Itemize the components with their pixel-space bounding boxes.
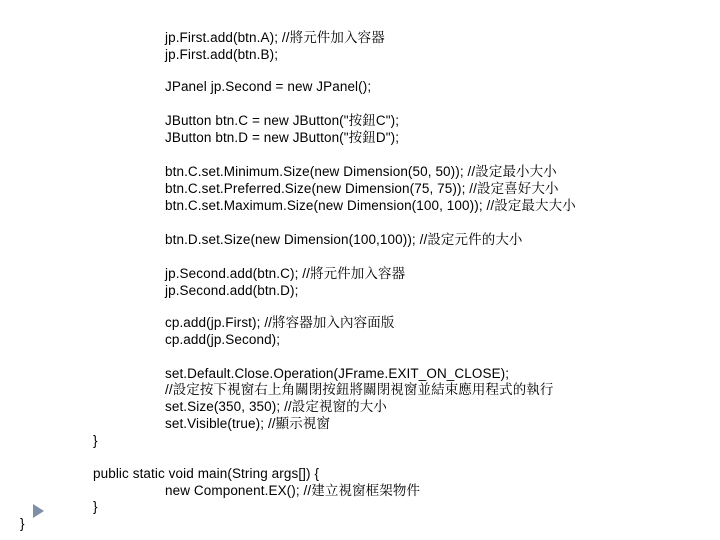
code-line: jp.Second.add(btn.D);	[165, 283, 299, 298]
code-line: jp.First.add(btn.B);	[165, 47, 279, 62]
code-line: cp.add(jp.First); //將容器加入內容面版	[165, 315, 395, 330]
code-line: public static void main(String args[]) {	[93, 466, 320, 481]
code-line: //設定按下視窗右上角關閉按鈕將關閉視窗並結束應用程式的執行	[165, 382, 554, 397]
code-line: JPanel jp.Second = new JPanel();	[165, 79, 372, 94]
closing-brace: }	[93, 433, 98, 448]
code-line: btn.C.set.Minimum.Size(new Dimension(50, 50)); //設定最小大小	[165, 164, 557, 179]
code-line: btn.C.set.Maximum.Size(new Dimension(100, 100)); //設定最大大小	[165, 198, 576, 213]
bullet-arrow-icon	[33, 504, 44, 518]
code-line: jp.First.add(btn.A); //將元件加入容器	[165, 30, 385, 45]
code-line: cp.add(jp.Second);	[165, 332, 281, 347]
closing-brace: }	[93, 499, 98, 514]
code-line: JButton btn.C = new JButton("按鈕C");	[165, 113, 400, 128]
code-line: jp.Second.add(btn.C); //將元件加入容器	[165, 266, 406, 281]
code-line: JButton btn.D = new JButton("按鈕D");	[165, 130, 400, 145]
closing-brace: }	[20, 516, 25, 531]
code-line: new Component.EX(); //建立視窗框架物件	[165, 483, 421, 498]
code-line: set.Size(350, 350); //設定視窗的大小	[165, 399, 387, 414]
code-line: btn.C.set.Preferred.Size(new Dimension(75, 75)); //設定喜好大小	[165, 181, 559, 196]
code-line: set.Visible(true); //顯示視窗	[165, 416, 331, 431]
code-line: btn.D.set.Size(new Dimension(100,100)); //設定元件的大小	[165, 232, 523, 247]
code-line: set.Default.Close.Operation(JFrame.EXIT_ON_CLOSE);	[165, 366, 510, 381]
